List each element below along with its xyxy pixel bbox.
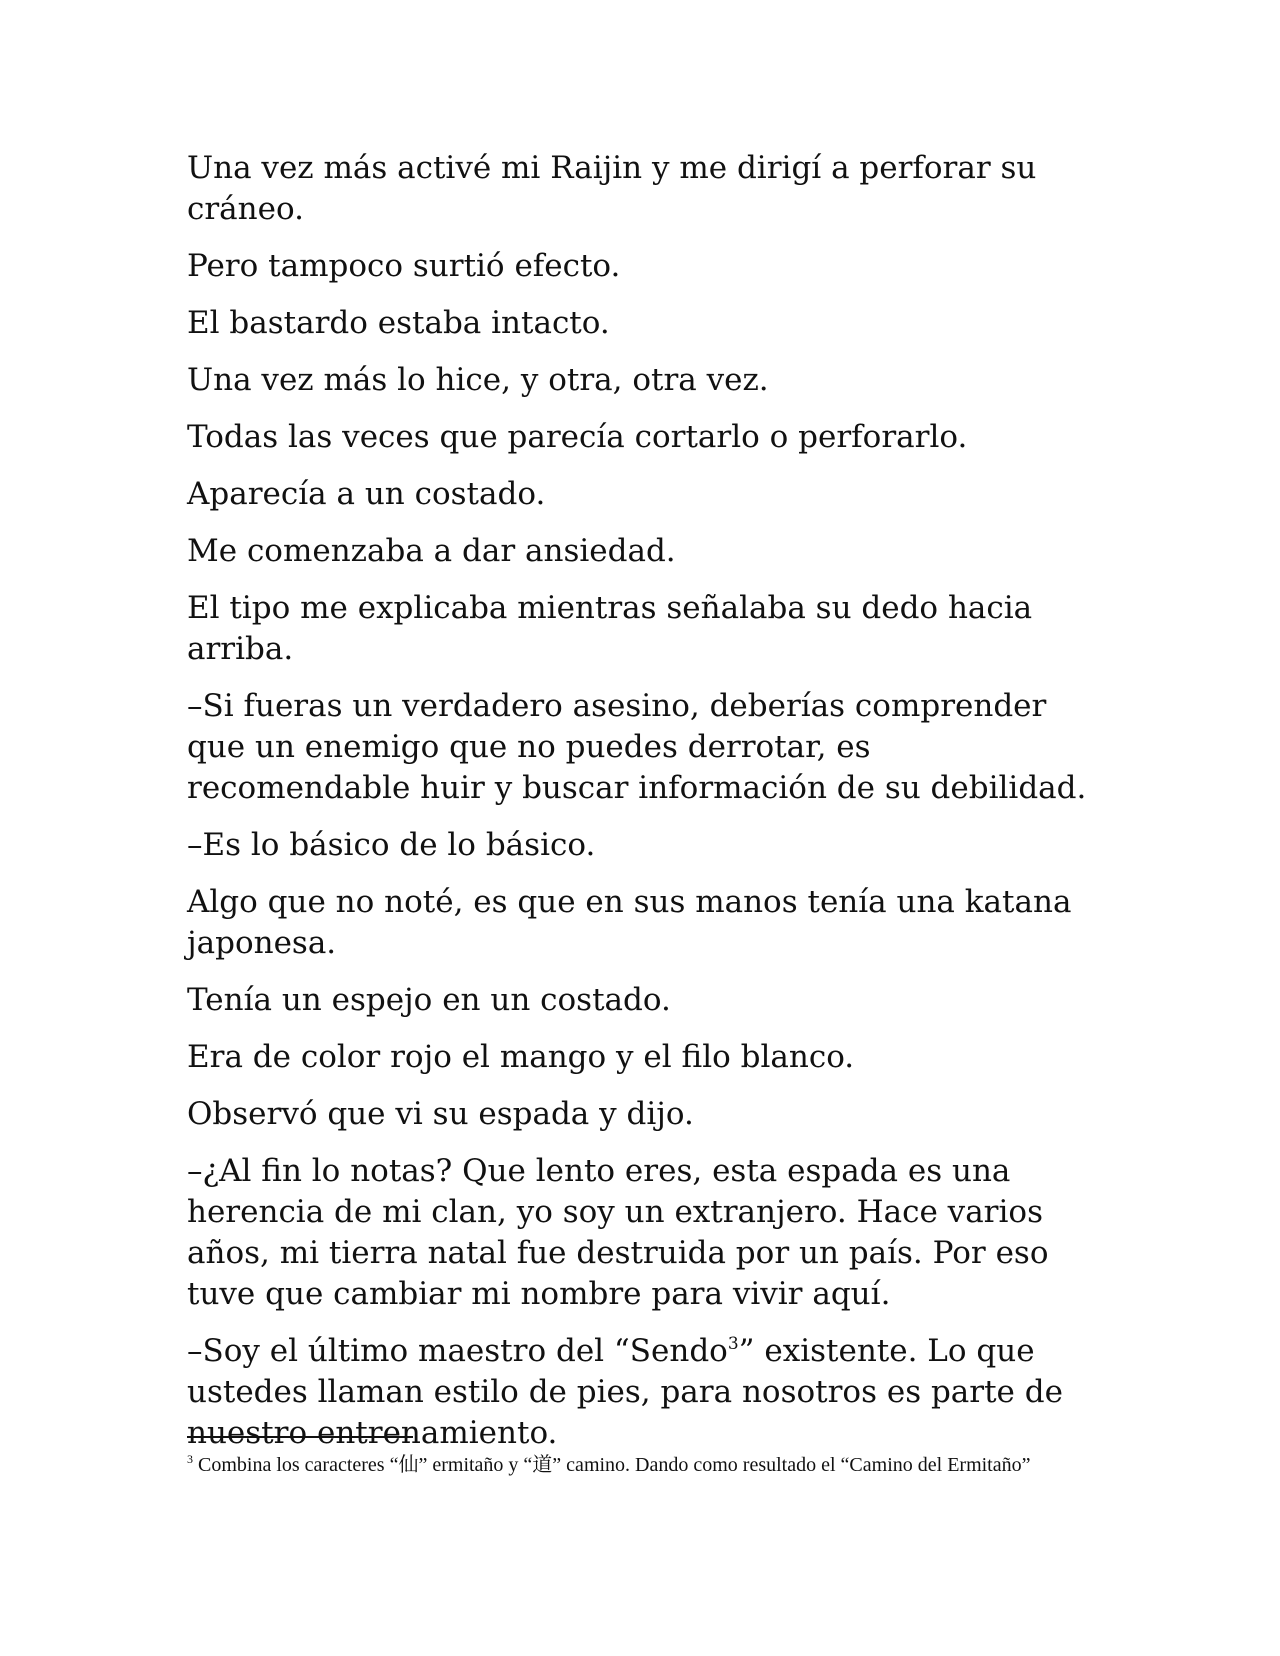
footnote-text: Combina los caracteres “仙” ermitaño y “道” camino. Dando como resultado el “Camino del Ermitaño” [193,1454,1031,1476]
paragraph: Me comenzaba a dar ansiedad. [187,533,676,569]
paragraph: Algo que no noté, es que en sus manos tenía una katana japonesa. [187,884,1072,961]
paragraph: Pero tampoco surtió efecto. [187,248,621,284]
paragraph: Observó que vi su espada y dijo. [187,1096,694,1132]
footnote-reference: 3 [727,1334,739,1354]
paragraph: Todas las veces que parecía cortarlo o perforarlo. [187,419,968,455]
footnote [187,1453,1067,1478]
paragraph-text-start: –Soy el último maestro del “Sendo [187,1333,728,1369]
paragraph: Era de color rojo el mango y el filo blanco. [187,1039,855,1075]
footnote-separator [187,1436,413,1438]
paragraph: Aparecía a un costado. [187,476,546,512]
paragraph: –Si fueras un verdadero asesino, deberías comprender que un enemigo que no puedes derrotar, es recomendable huir y buscar información de su debilidad. [187,688,1087,806]
paragraph: Una vez más activé mi Raijin y me dirigí a perforar su cráneo. [187,150,1037,227]
paragraph: –¿Al fin lo notas? Que lento eres, esta espada es una herencia de mi clan, yo soy un extranjero. Hace varios años, mi tierra natal fue destruida por un país. Por eso tuve que cambiar mi nombre para vivir aquí. [187,1153,1049,1312]
paragraph: El tipo me explicaba mientras señalaba su dedo hacia arriba. [187,590,1033,667]
paragraph: Una vez más lo hice, y otra, otra vez. [187,362,769,398]
paragraph: Tenía un espejo en un costado. [187,982,671,1018]
footnote-marker: 3 [187,1452,193,1466]
paragraph: El bastardo estaba intacto. [187,305,610,341]
paragraph: –Es lo básico de lo básico. [187,827,596,863]
body-text [187,148,1087,1470]
paragraph-text-end: ” existente. Lo que ustedes llaman estilo de pies, para nosotros es parte de nuestro entrenamiento. [187,1333,1063,1451]
